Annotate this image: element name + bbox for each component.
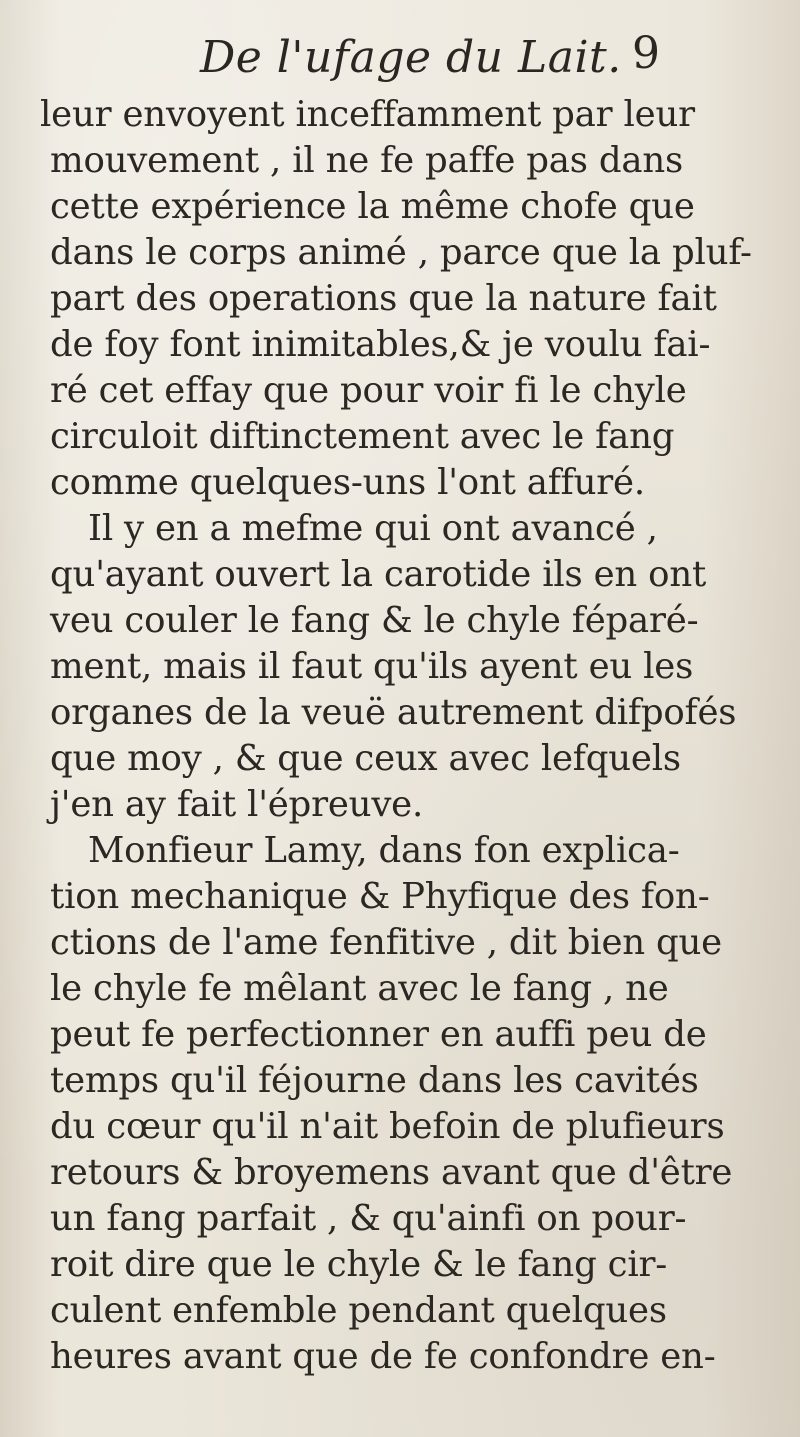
text-line-22: temps qu'il féjourne dans les cavités (50, 1060, 699, 1101)
text-line-21: peut fe perfectionner en auffi peu de (50, 1014, 707, 1055)
text-line-15: que moy , & que ceux avec lefquels (50, 738, 681, 779)
text-line-17: Monfieur Lamy, dans fon explica- (88, 830, 680, 871)
page-header (0, 28, 800, 92)
running-title: De l'ufage du Lait. (200, 32, 622, 83)
text-line-19: ctions de l'ame fenfitive , dit bien que (50, 922, 722, 963)
text-line-2: mouvement , il ne fe paffe pas dans (50, 140, 684, 181)
text-line-28: heures avant que de fe confondre en- (50, 1336, 716, 1377)
text-line-4: dans le corps animé , parce que la pluf- (50, 232, 752, 273)
text-line-18: tion mechanique & Phyfique des fon- (50, 876, 710, 917)
text-line-12: veu couler le fang & le chyle féparé- (50, 600, 699, 641)
text-line-9: comme quelques-uns l'ont affuré. (50, 462, 645, 503)
text-line-5: part des operations que la nature fait (50, 278, 717, 319)
text-line-20: le chyle fe mêlant avec le fang , ne (50, 968, 669, 1009)
text-line-24: retours & broyemens avant que d'être (50, 1152, 733, 1193)
text-line-25: un fang parfait , & qu'ainfi on pour- (50, 1198, 687, 1239)
text-line-14: organes de la veuë autrement difpofés (50, 692, 737, 733)
text-line-7: ré cet effay que pour voir fi le chyle (50, 370, 687, 411)
page-number: 9 (632, 28, 660, 79)
text-line-11: qu'ayant ouvert la carotide ils en ont (50, 554, 707, 595)
text-line-8: circuloit diftinctement avec le fang (50, 416, 675, 457)
text-line-13: ment, mais il faut qu'ils ayent eu les (50, 646, 694, 687)
text-line-10: Il y en a mefme qui ont avancé , (88, 508, 658, 549)
text-line-6: de foy font inimitables,& je voulu fai- (50, 324, 711, 365)
text-line-23: du cœur qu'il n'ait befoin de plufieurs (50, 1106, 725, 1147)
text-line-3: cette expérience la même chofe que (50, 186, 695, 227)
text-line-27: culent enfemble pendant quelques (50, 1290, 667, 1331)
text-line-26: roit dire que le chyle & le fang cir- (50, 1244, 668, 1285)
text-line-16: j'en ay fait l'épreuve. (50, 784, 424, 825)
text-line-1: leur envoyent inceffamment par leur (40, 94, 695, 135)
